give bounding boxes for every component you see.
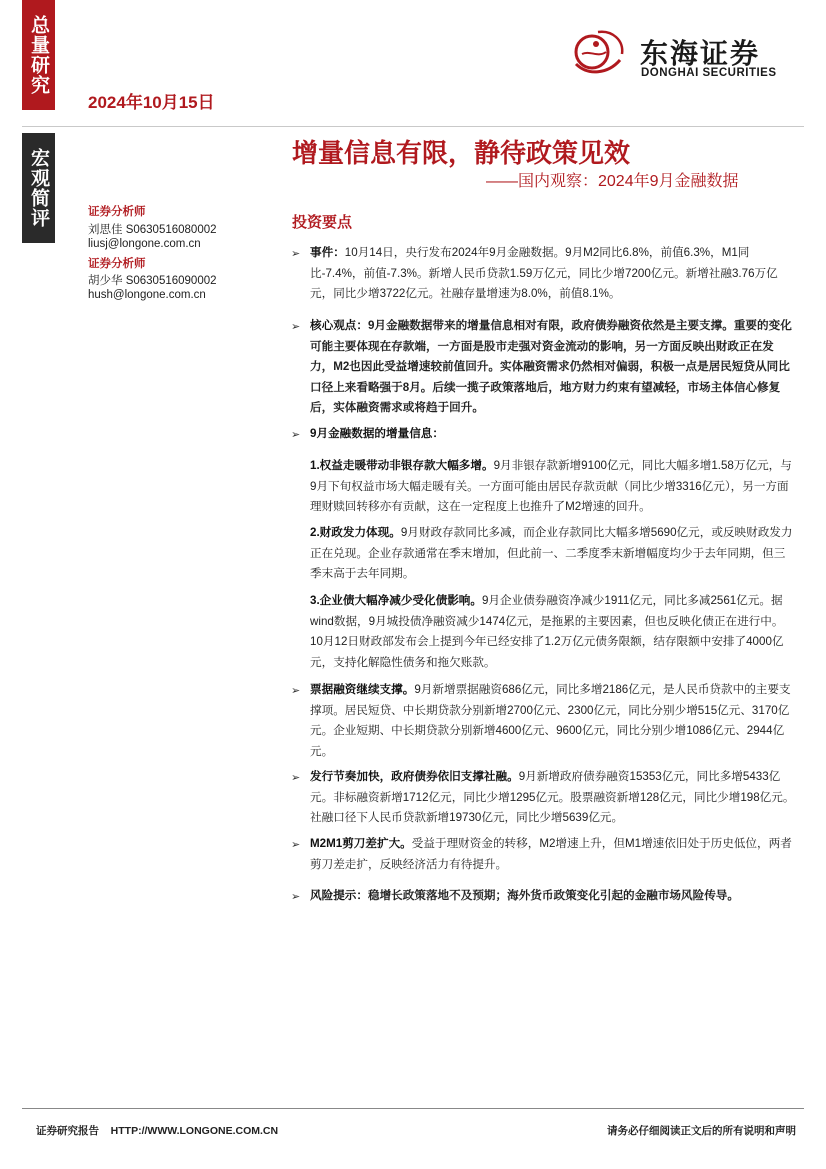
bullet-label: 发行节奏加快，政府债券依旧支撑社融。 (310, 770, 519, 783)
logo-english-name: DONGHAI SECURITIES (641, 67, 777, 79)
analyst-heading: 证券分析师 (88, 206, 146, 218)
category-tab (22, 0, 55, 110)
bullet-text: 受益于理财资金的转移，M2增速上升，但M1增速依旧处于历史低位，两者剪刀差走扩，反映经济活力有待提升。 (310, 837, 792, 871)
analyst-name-id: 刘思佳 S0630516080002 (88, 224, 217, 236)
section-heading: 投资要点 (292, 214, 353, 231)
sub-item-3 (310, 591, 796, 673)
sub-item-text: 9月企业债券融资净减少1911亿元，同比多减2561亿元。据wind数据，9月城投债净融资减少1474亿元，是拖累的主要因素，但也反映化债正在进行中。10月12日财政部发布会上提到今年已经安排了1.2万亿元债务限额，结存限额中安排了4000亿元，支持化解隐性债务和拖欠账款。 (310, 594, 784, 669)
bullet-arrow-icon: ➢ (291, 248, 301, 260)
bullet-text: 9月新增票据融资686亿元，同比多增2186亿元，是人民币贷款中的主要支撑项。居民短贷、中长期贷款分别新增2700亿元、2300亿元，同比分别少增515亿元、3170亿元。企业短期、中长期贷款分别新增4600亿元、9600亿元，同比分别少增1086亿元、2944亿元。 (310, 683, 791, 758)
report-type-tab-label: 宏观简评 (28, 148, 49, 228)
logo-chinese-name: 东海证券 (640, 38, 761, 69)
bullet-label: M2M1剪刀差扩大。 (310, 837, 412, 850)
bullet-arrow-icon: ➢ (291, 321, 301, 333)
bullet-label: 票据融资继续支撑。 (310, 683, 415, 696)
bullet-arrow-icon: ➢ (291, 772, 301, 784)
sub-item-label: 1.权益走暖带动非银存款大幅多增。 (310, 459, 494, 472)
bullet-core (310, 316, 796, 419)
header-divider (22, 126, 804, 127)
sub-item-text: 9月非银存款新增9100亿元，同比大幅多增1.58万亿元，与9月下旬权益市场大幅走暖有关。一方面可能由居民存款贡献（同比少增3316亿元），另一方面理财赎回转移亦有贡献，这在一定程度上也推升了M2增速的回升。 (310, 459, 792, 513)
bullet-m2m1 (310, 834, 796, 875)
bullet-arrow-icon: ➢ (291, 685, 301, 697)
analyst-email: hush@longone.com.cn (88, 289, 206, 301)
footer-disclaimer: 请务必仔细阅读正文后的所有说明和声明 (607, 1125, 796, 1137)
bullet-label: 9月金融数据的增量信息： (310, 427, 444, 440)
bullet-arrow-icon: ➢ (291, 891, 301, 903)
report-subtitle: ——国内观察：2024年9月金融数据 (486, 173, 739, 190)
bullet-risk (310, 886, 796, 907)
analyst-email: liusj@longone.com.cn (88, 238, 201, 250)
bullet-label: 核心观点： (310, 319, 368, 332)
category-tab-label: 总量研究 (28, 15, 49, 95)
bullet-text: 9月新增政府债券融资15353亿元，同比多增5433亿元。非标融资新增1712亿元，同比少增1295亿元。股票融资新增128亿元，同比少增198亿元。社融口径下人民币贷款新增19730亿元，同比少增5639亿元。 (310, 770, 795, 824)
sub-item-1 (310, 456, 796, 518)
bullet-bills (310, 680, 796, 762)
bullet-label: 风险提示： (310, 889, 368, 902)
sub-item-label: 3.企业债大幅净减少受化债影响。 (310, 594, 482, 607)
donghai-logo-icon (568, 24, 632, 82)
bullet-label: 事件： (310, 246, 345, 259)
bullet-arrow-icon: ➢ (291, 429, 301, 441)
bullet-govbonds (310, 767, 796, 829)
footer-divider (22, 1108, 804, 1109)
bullet-arrow-icon: ➢ (291, 839, 301, 851)
bullet-text: 稳增长政策落地不及预期；海外货币政策变化引起的金融市场风险传导。 (367, 889, 739, 902)
bullet-incremental (310, 424, 796, 445)
bullet-events (310, 243, 796, 305)
bullet-text: 9月金融数据带来的增量信息相对有限，政府债券融资依然是主要支撑。重要的变化可能主要体现在存款端，一方面是股市走强对资金流动的影响，另一方面反映出财政正在发力，M2也因此受益增速较前值回升。实体融资需求仍然相对偏弱，积极一点是居民短贷从同比口径上来看略强于8月。后续一揽子政策落地后，地方财力约束有望减轻，市场主体信心修复后，实体融资需求或将趋于回升。 (310, 319, 792, 414)
analyst-name-id: 胡少华 S0630516090002 (88, 275, 217, 287)
analyst-heading: 证券分析师 (88, 258, 146, 270)
report-date: 2024年10月15日 (88, 93, 215, 112)
sub-item-2 (310, 523, 796, 585)
sub-item-label: 2.财政发力体现。 (310, 526, 401, 539)
sub-item-text: 9月财政存款同比多减，而企业存款同比大幅多增5690亿元，或反映财政发力正在兑现。企业存款通常在季末增加，但此前一、二季度季末新增幅度均少于去年同期，但三季末高于去年同期。 (310, 526, 793, 580)
footer-left-text: 证券研究报告 HTTP://WWW.LONGONE.COM.CN (36, 1125, 279, 1137)
report-title: 增量信息有限，静待政策见效 (292, 138, 631, 168)
bullet-text: 10月14日，央行发布2024年9月金融数据。9月M2同比6.8%，前值6.3%，M1同比-7.4%，前值-7.3%。新增人民币贷款1.59万亿元，同比少增7200亿元。新增社融3.76万亿元，同比少增3722亿元。社融存量增速为8.0%，前值8.1%。 (310, 246, 778, 300)
report-type-tab (22, 133, 55, 243)
